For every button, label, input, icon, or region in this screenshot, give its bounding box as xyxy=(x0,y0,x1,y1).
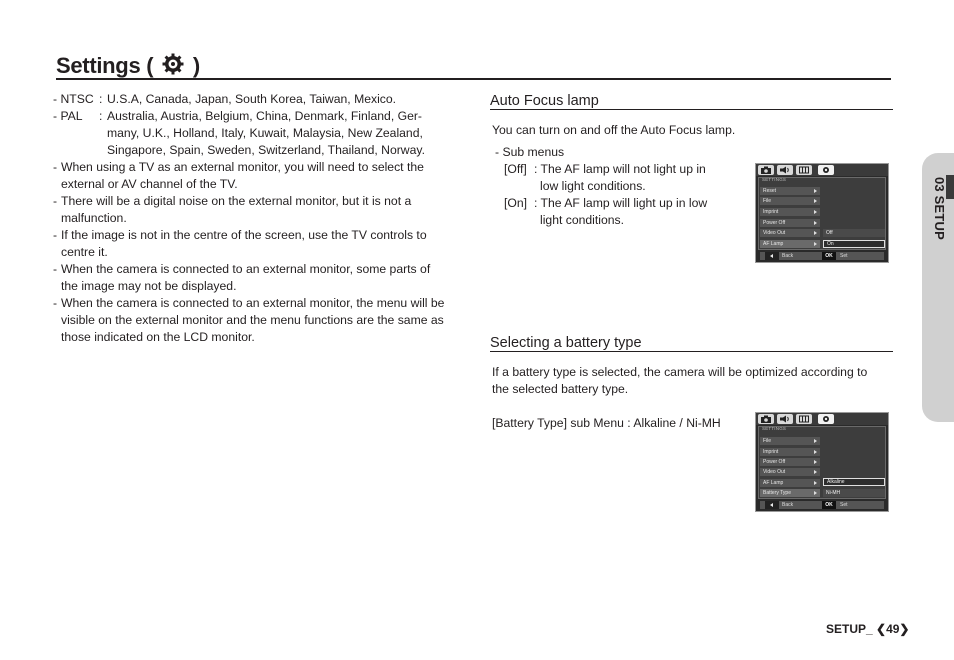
set-label: Set xyxy=(840,502,848,508)
note-dash: - xyxy=(53,262,58,276)
af-on-desc: : The AF lamp will light up in low xyxy=(534,196,708,210)
note-line: malfunction. xyxy=(61,211,127,225)
af-off-key: [Off] xyxy=(504,162,527,176)
note-line: If the image is not in the centre of the screen, use the TV controls to xyxy=(61,228,427,242)
battery-intro: the selected battery type. xyxy=(492,382,629,396)
submenu-option: Ni-MH xyxy=(823,489,885,497)
note-line: centre it. xyxy=(61,245,108,259)
af-submenus-label: - Sub menus xyxy=(495,145,565,159)
settings-tab-icon xyxy=(818,165,834,175)
battery-intro: If a battery type is selected, the camera will be optimized according to xyxy=(492,365,868,379)
ntsc-label: - NTSC xyxy=(53,92,94,106)
pal-countries-line: Singapore, Spain, Sweden, Switzerland, Thailand, Norway. xyxy=(107,143,425,157)
chapter-marker xyxy=(946,175,954,199)
note-item xyxy=(53,261,473,295)
note-dash: - xyxy=(53,194,58,208)
battery-submenu: [Battery Type] sub Menu : Alkaline / Ni-MH xyxy=(492,416,721,430)
af-on-desc: light conditions. xyxy=(540,213,625,227)
submenu-option-selected: On xyxy=(823,240,885,248)
ok-badge: OK xyxy=(822,501,836,509)
back-label: Back xyxy=(782,253,794,259)
ntsc-colon: : xyxy=(99,92,103,106)
menu-item: Imprint xyxy=(760,448,820,456)
submenu-option: Off xyxy=(823,229,885,237)
menu-item-selected: AF Lamp xyxy=(760,240,820,248)
menu-item: Reset xyxy=(760,187,820,195)
menu-item-selected: Battery Type xyxy=(760,489,820,497)
menu-item: File xyxy=(760,197,820,205)
menu-item: Video Out xyxy=(760,229,820,237)
pal-countries-line: many, U.K., Holland, Italy, Kuwait, Malaysia, New Zealand, xyxy=(107,126,423,140)
screen-footer xyxy=(760,501,884,509)
note-line: There will be a digital noise on the external monitor, but it is not a xyxy=(61,194,412,208)
page-footer: SETUP_ ❮49❯ xyxy=(826,622,910,636)
menu-title: SETTINGS xyxy=(762,426,787,431)
af-heading: Auto Focus lamp xyxy=(490,93,599,109)
ok-badge: OK xyxy=(822,252,836,260)
display-tab-icon xyxy=(796,165,812,175)
title-rule xyxy=(56,78,891,80)
note-item xyxy=(53,193,473,227)
camera-tab-icon xyxy=(758,414,774,424)
ntsc-countries: U.S.A, Canada, Japan, South Korea, Taiwan, Mexico. xyxy=(107,92,397,106)
set-label: Set xyxy=(840,253,848,259)
note-line: external or AV channel of the TV. xyxy=(61,177,238,191)
chapter-label: 03 SETUP xyxy=(932,177,947,241)
back-label: Back xyxy=(782,502,794,508)
left-column xyxy=(53,91,473,346)
menu-item: Video Out xyxy=(760,468,820,476)
af-camera-screen xyxy=(755,163,889,263)
ntsc-row xyxy=(53,91,473,108)
note-line: the image may not be displayed. xyxy=(61,279,237,293)
camera-tab-icon xyxy=(758,165,774,175)
battery-heading: Selecting a battery type xyxy=(490,335,642,351)
title-text-end: ) xyxy=(192,53,200,78)
sound-tab-icon xyxy=(777,414,793,424)
note-line: When the camera is connected to an external monitor, the menu will be xyxy=(61,296,445,310)
submenu-option-selected: Alkaline xyxy=(823,478,885,486)
menu-title: SETTINGS xyxy=(762,177,787,182)
af-off-desc: : The AF lamp will not light up in xyxy=(534,162,706,176)
af-rule xyxy=(490,109,893,110)
note-dash: - xyxy=(53,296,58,310)
note-item xyxy=(53,159,473,193)
menu-item: Imprint xyxy=(760,208,820,216)
page-title xyxy=(56,51,200,81)
af-intro: You can turn on and off the Auto Focus lamp. xyxy=(492,123,736,137)
note-line: those indicated on the LCD monitor. xyxy=(61,330,255,344)
title-text-start: Settings ( xyxy=(56,53,154,78)
note-item xyxy=(53,295,473,346)
note-line: visible on the external monitor and the menu functions are the same as xyxy=(61,313,444,327)
battery-rule xyxy=(490,351,893,352)
display-tab-icon xyxy=(796,414,812,424)
pal-row-2 xyxy=(53,125,473,142)
note-item xyxy=(53,227,473,261)
menu-item: Power Off xyxy=(760,458,820,466)
back-arrow-icon xyxy=(765,252,779,260)
note-line: When the camera is connected to an external monitor, some parts of xyxy=(61,262,431,276)
pal-countries-line: Australia, Austria, Belgium, China, Denmark, Finland, Ger- xyxy=(107,109,422,123)
menu-item: AF Lamp xyxy=(760,479,820,487)
screen-footer xyxy=(760,252,884,260)
note-dash: - xyxy=(53,160,58,174)
mode-tabs xyxy=(756,164,888,176)
pal-colon: : xyxy=(99,109,103,123)
pal-row-3 xyxy=(53,142,473,159)
mode-tabs xyxy=(756,413,888,425)
note-line: When using a TV as an external monitor, you will need to select the xyxy=(61,160,424,174)
battery-camera-screen xyxy=(755,412,889,512)
menu-item: File xyxy=(760,437,820,445)
pal-label: - PAL xyxy=(53,109,83,123)
chapter-side-tab xyxy=(922,153,954,422)
note-dash: - xyxy=(53,228,58,242)
settings-gear-icon xyxy=(161,52,185,76)
af-off-desc: low light conditions. xyxy=(540,179,646,193)
menu-item: Power Off xyxy=(760,219,820,227)
af-on-key: [On] xyxy=(504,196,528,210)
sound-tab-icon xyxy=(777,165,793,175)
settings-tab-icon xyxy=(818,414,834,424)
pal-row xyxy=(53,108,473,125)
back-arrow-icon xyxy=(765,501,779,509)
